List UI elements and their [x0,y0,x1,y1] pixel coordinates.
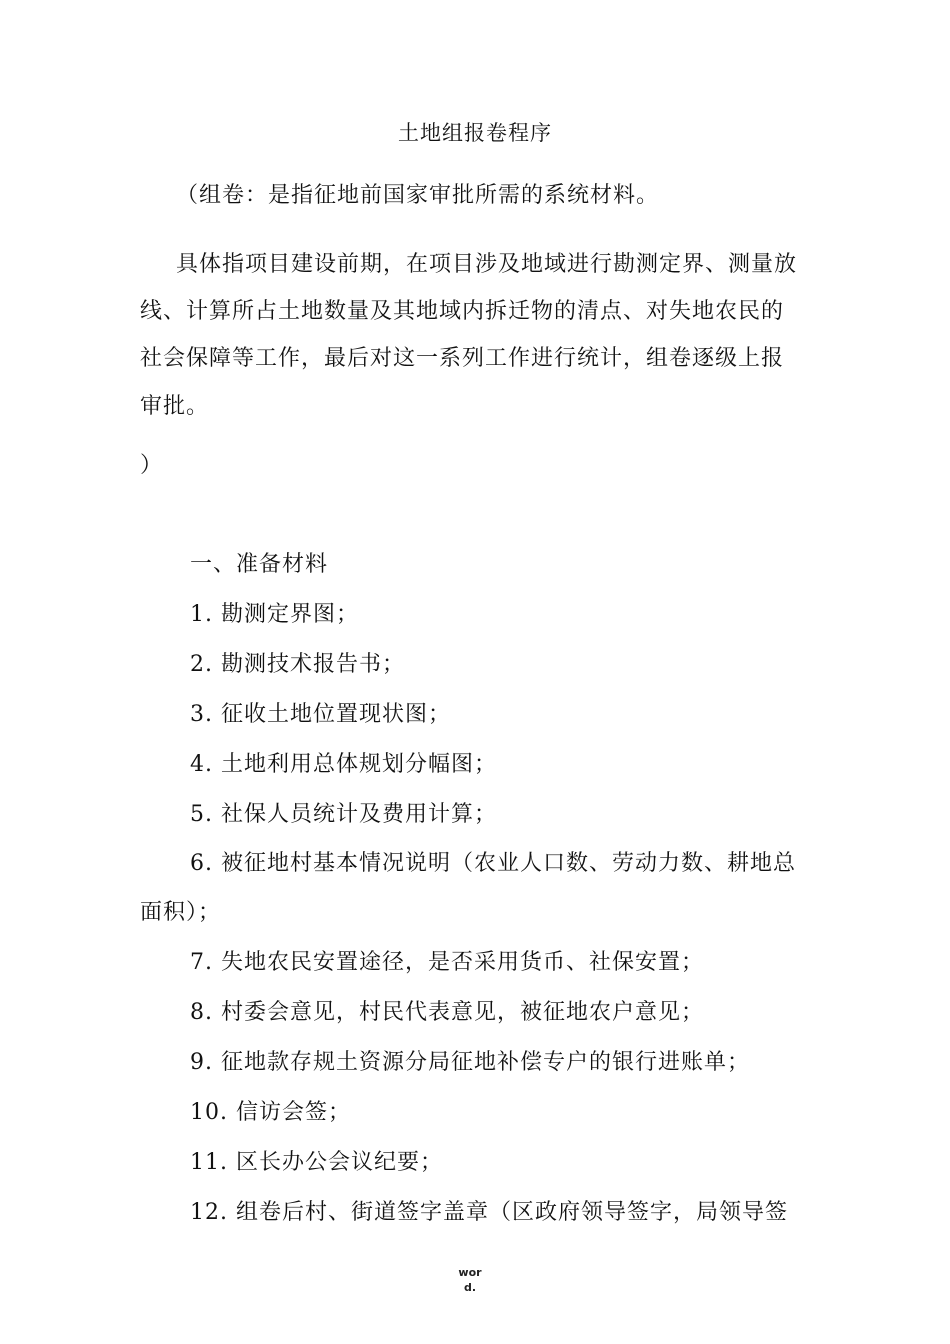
list-item: 1. 勘测定界图； [190,602,359,627]
footer-watermark-line: wor [458,1266,482,1279]
list-item: 12. 组卷后村、街道签字盖章（区政府领导签字，局领导签 [190,1200,788,1225]
section-heading: 一、准备材料 [190,552,329,577]
intro-line: （组卷：是指征地前国家审批所需的系统材料。 [176,183,660,208]
list-item: 3. 征收土地位置现状图； [190,702,451,727]
list-item: 11. 区长办公会议纪要； [190,1150,443,1175]
intro-paragraph-line: 审批。 [140,394,210,419]
intro-paragraph-line: 线、计算所占土地数量及其地域内拆迁物的清点、对失地农民的 [140,299,785,324]
list-item: 8. 村委会意见，村民代表意见，被征地农户意见； [190,1000,704,1025]
list-item: 9. 征地款存规土资源分局征地补偿专户的银行进账单； [190,1050,750,1075]
footer-watermark-line: d. [463,1281,477,1294]
intro-paragraph-line: 具体指项目建设前期，在项目涉及地域进行勘测定界、测量放 [176,252,798,277]
list-item-continuation: 面积）； [140,900,222,925]
list-item: 6. 被征地村基本情况说明（农业人口数、劳动力数、耕地总 [190,851,796,876]
list-item: 7. 失地农民安置途径，是否采用货币、社保安置； [190,950,704,975]
list-item: 10. 信访会签； [190,1100,351,1125]
list-item: 5. 社保人员统计及费用计算； [190,802,497,827]
document-title: 土地组报卷程序 [398,121,552,145]
list-item: 4. 土地利用总体规划分幅图； [190,752,497,777]
intro-paragraph-line: 社会保障等工作，最后对这一系列工作进行统计，组卷逐级上报 [140,346,785,371]
intro-close-paren: ） [140,453,164,478]
list-item: 2. 勘测技术报告书； [190,652,405,677]
